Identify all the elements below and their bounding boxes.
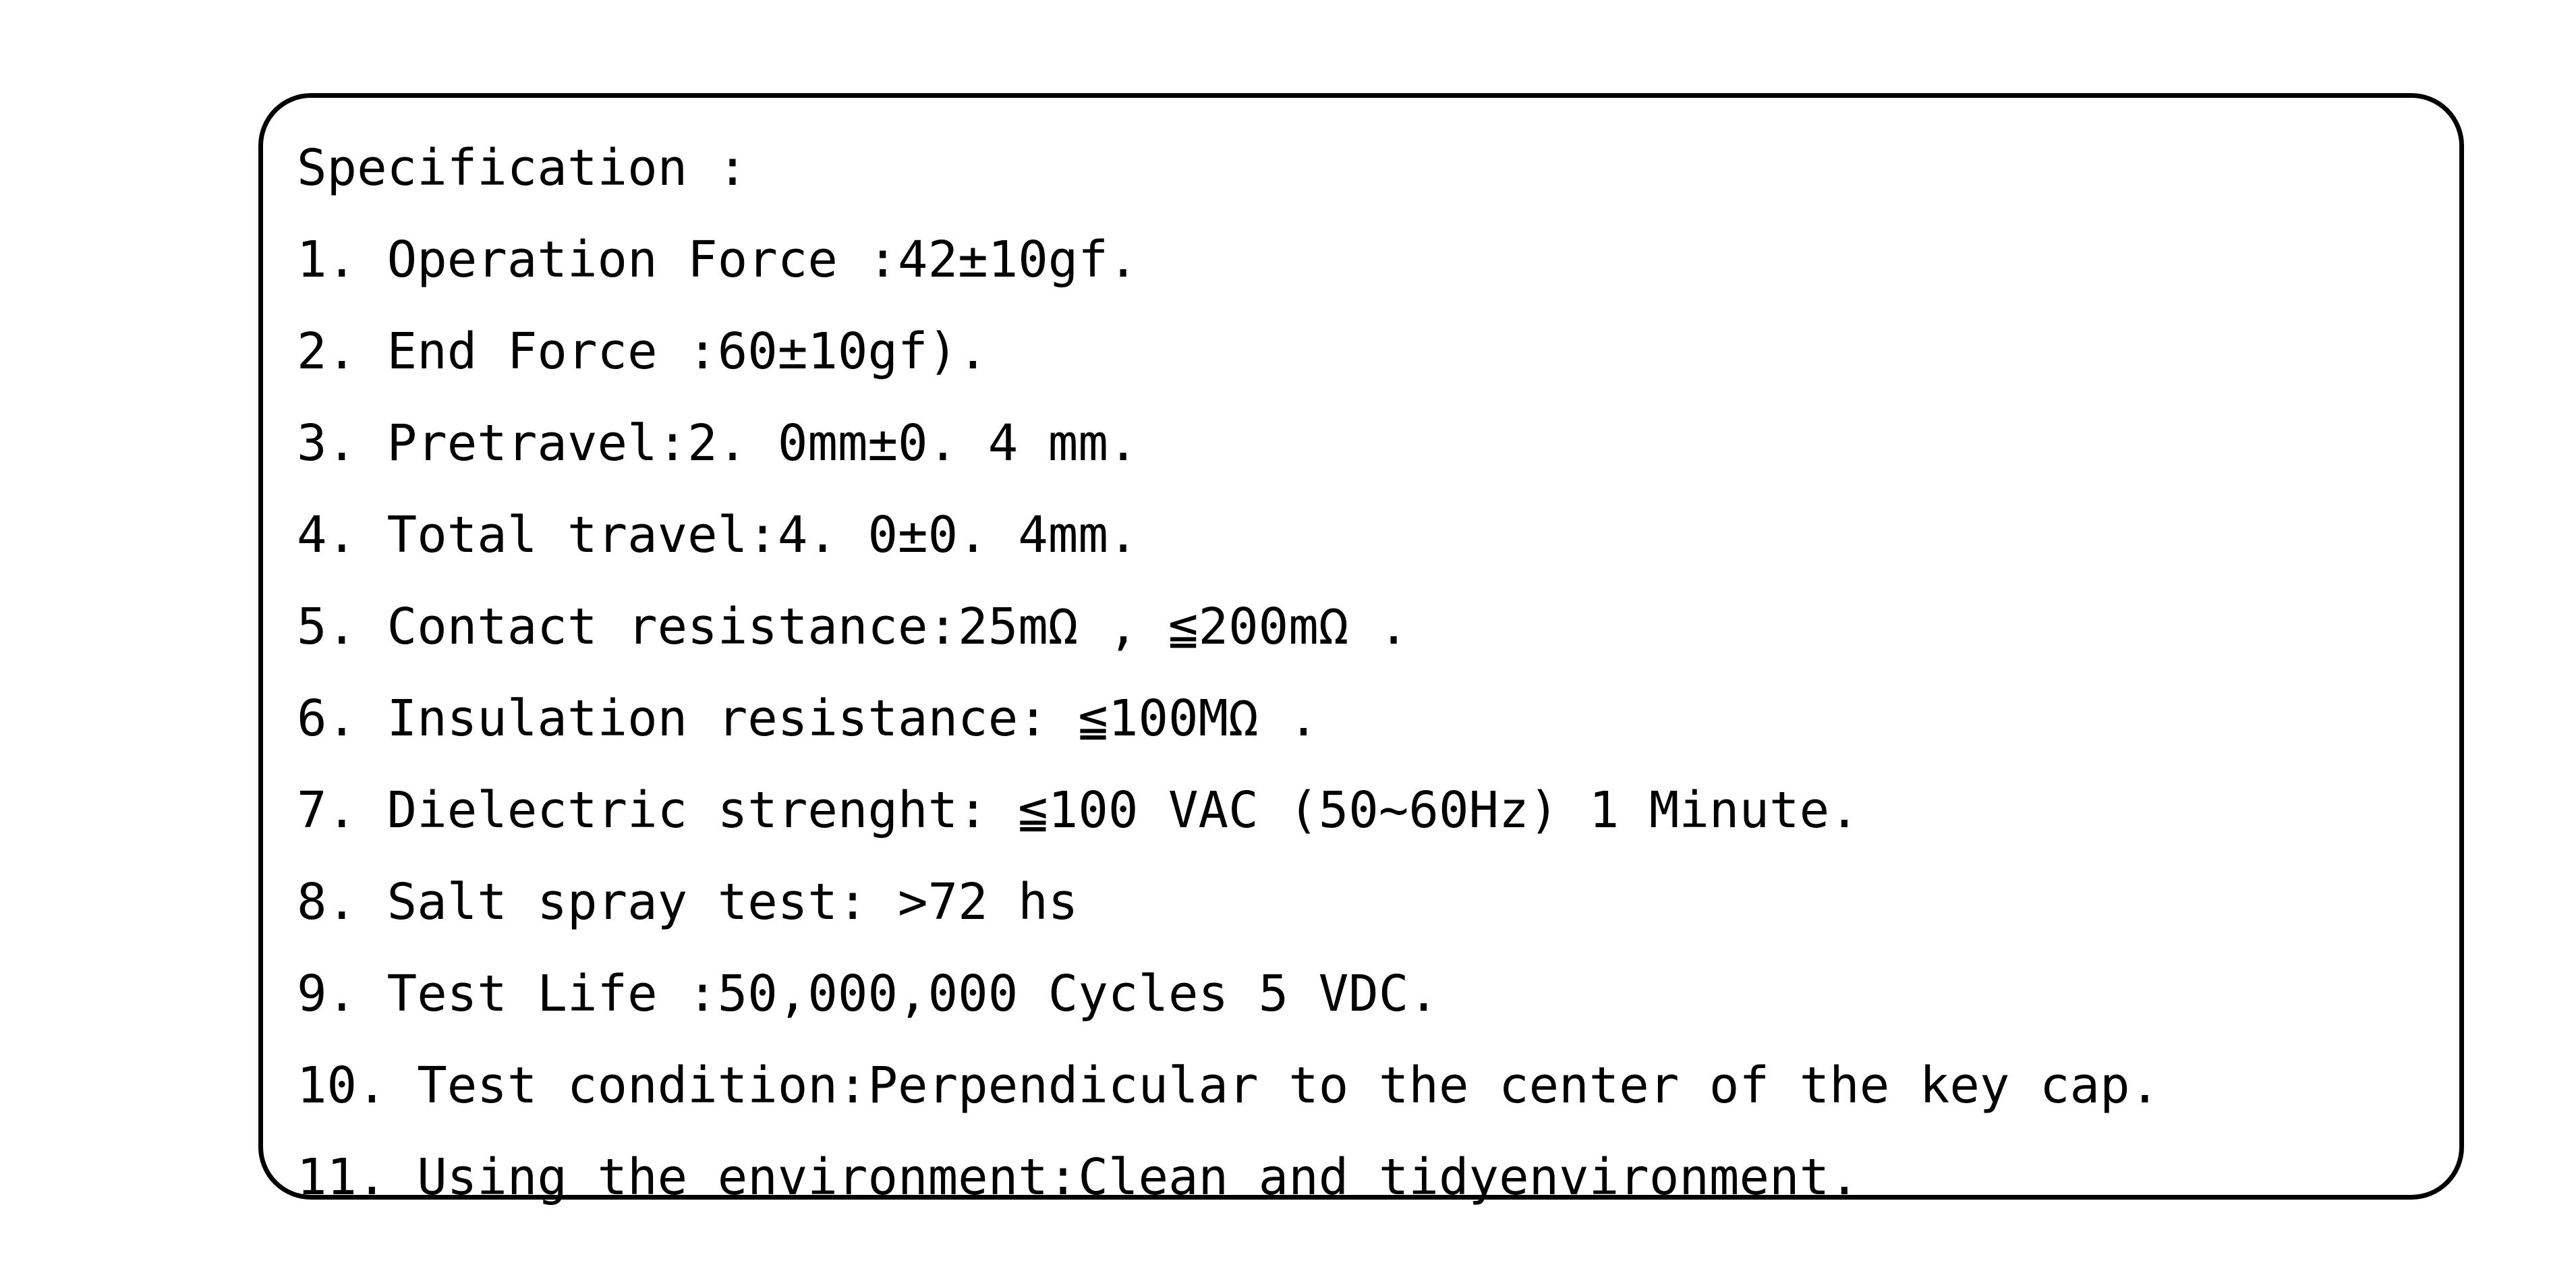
list-item: 8. Salt spray test: >72 hs [297, 873, 1079, 931]
list-item: 1. Operation Force :42±10gf. [297, 231, 1139, 289]
specification-list [297, 214, 2453, 1223]
specification-content [297, 122, 2453, 1223]
specification-panel [258, 93, 2464, 1206]
list-item: 7. Dielectric strenght: ≦100 VAC (50~60Hz) 1 Minute. [297, 781, 1860, 839]
list-item: 5. Contact resistance:25mΩ , ≦200mΩ . [297, 598, 1409, 656]
list-item: 2. End Force :60±10gf). [297, 323, 988, 381]
list-item: 10. Test condition:Perpendicular to the center of the key cap. [297, 1057, 2160, 1115]
list-item: 11. Using the environment:Clean and tidyenvironment. [297, 1148, 1860, 1206]
specification-title: Specification : [297, 139, 748, 197]
list-item: 3. Pretravel:2. 0mm±0. 4 mm. [297, 414, 1139, 472]
list-item: 4. Total travel:4. 0±0. 4mm. [297, 506, 1139, 564]
list-item: 9. Test Life :50,000,000 Cycles 5 VDC. [297, 965, 1439, 1023]
list-item: 6. Insulation resistance: ≦100MΩ . [297, 690, 1319, 748]
